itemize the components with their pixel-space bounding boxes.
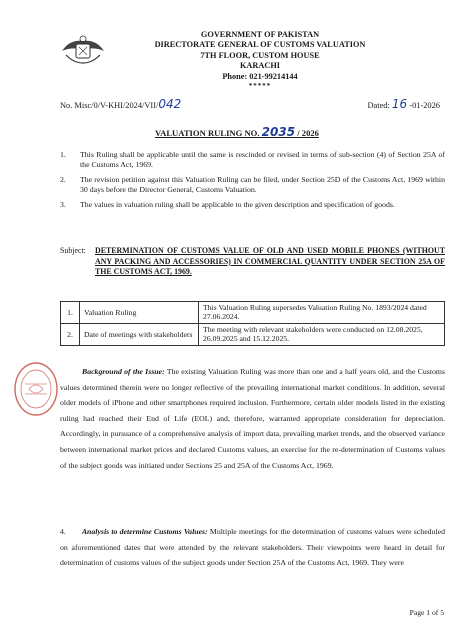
note-number: 1.	[60, 150, 66, 159]
analysis-paragraph	[60, 524, 445, 571]
analysis-number: 4.	[60, 527, 66, 536]
reference-line	[60, 95, 440, 109]
letterhead-phone: Phone: 021-99214144	[222, 71, 298, 81]
background-heading: Background of the Issue:	[82, 367, 165, 376]
note-number: 3.	[60, 200, 66, 210]
reference-number	[60, 97, 181, 111]
subject-block	[60, 246, 445, 278]
official-stamp-icon	[13, 360, 59, 418]
ruling-notes	[60, 150, 445, 216]
date-suffix: -01-2026	[409, 101, 440, 110]
note-text: This Ruling shall be applicable until the same is rescinded or revised in terms of sub-section (4) of Section 25A of the Customs Act, 1969.	[80, 150, 445, 169]
subject-text: DETERMINATION OF CUSTOMS VALUE OF OLD AND USED MOBILE PHONES (WITHOUT ANY PACKING AND ACCESSORIES) IN COMMERCIAL QUANTITY UNDER SECTION 25A OF THE CUSTOMS ACT, 1969.	[95, 246, 445, 277]
ruling-title	[0, 125, 474, 139]
reference-prefix: No. Misc/0/V-KHI/2024/VII/	[60, 101, 159, 110]
table-cell-value: This Valuation Ruling supersedes Valuation Ruling No. 1893/2024 dated 27.06.2024.	[199, 302, 445, 324]
table-cell-number: 1.	[61, 302, 80, 324]
table-cell-key: Date of meetings with stakeholders	[80, 323, 199, 345]
handwritten-reference-number: 042	[158, 97, 182, 111]
letterhead-line: 7TH FLOOR, CUSTOM HOUSE	[200, 50, 320, 60]
letterhead-stars: *****	[248, 82, 272, 91]
handwritten-day: 16	[391, 97, 408, 111]
note-item	[60, 150, 445, 169]
dated-label: Dated:	[367, 101, 390, 110]
note-item	[60, 200, 445, 210]
table-cell-key: Valuation Ruling	[80, 302, 199, 324]
background-text: The existing Valuation Ruling was more than one and a half years old, and the Customs values determined therein were no longer reflective of the prevailing international market conditions. In addition, several older models of iPhone and other smartphones required inclusion. Furthermore, certain older models listed in the existing ruling had reached their End of Life (EOL) and, therefore, warranted appropriate consideration for depreciation. Accordingly, in pursuance of a comprehensive analysis of import data, prevailing market trends, and the observed variance between international market prices and declared Customs values, an exercise for the re-determination of Customs values of the subject goods was initiated under Sections 25 and 25A of the Customs Act, 1969.	[60, 367, 445, 470]
analysis-heading: Analysis to determine Customs Values:	[81, 527, 208, 536]
page-number: Page 1 of 5	[409, 608, 444, 617]
reference-date	[368, 97, 441, 111]
letterhead	[100, 30, 420, 90]
ruling-title-suffix: / 2026	[297, 128, 319, 138]
table-row	[61, 323, 445, 345]
analysis-text: Multiple meetings for the determination of customs values were scheduled on aforementioned dates that were attended by the relevant stakeholders. Their viewpoints were heard in detail for determination of customs values of the subject goods under Section 25A of the Customs Act, 1969. They were	[60, 527, 445, 568]
note-text: The values in valuation ruling shall be applicable to the given description and specification of goods.	[80, 200, 395, 210]
table-row	[61, 302, 445, 324]
table-cell-number: 2.	[61, 323, 80, 345]
letterhead-line: GOVERNMENT OF PAKISTAN	[200, 30, 320, 39]
handwritten-ruling-number: 2035	[261, 125, 296, 139]
subject-label: Subject:	[60, 246, 86, 255]
note-number: 2.	[60, 175, 66, 185]
background-paragraph	[60, 364, 445, 473]
note-text: The revision petition against this Valuation Ruling can be filed, under Section 25D of the Customs Act, 1969 within 30 days before the Director General, Customs Valuation.	[80, 175, 445, 194]
table-cell-value: The meeting with relevant stakeholders were conducted on 12.08.2025, 26.09.2025 and 15.12.2025.	[199, 323, 445, 345]
ruling-details-table	[60, 301, 445, 346]
letterhead-line: KARACHI	[239, 61, 281, 71]
ruling-title-prefix: VALUATION RULING NO.	[155, 128, 260, 138]
note-item	[60, 175, 445, 194]
letterhead-line: DIRECTORATE GENERAL OF CUSTOMS VALUATION	[154, 40, 366, 50]
